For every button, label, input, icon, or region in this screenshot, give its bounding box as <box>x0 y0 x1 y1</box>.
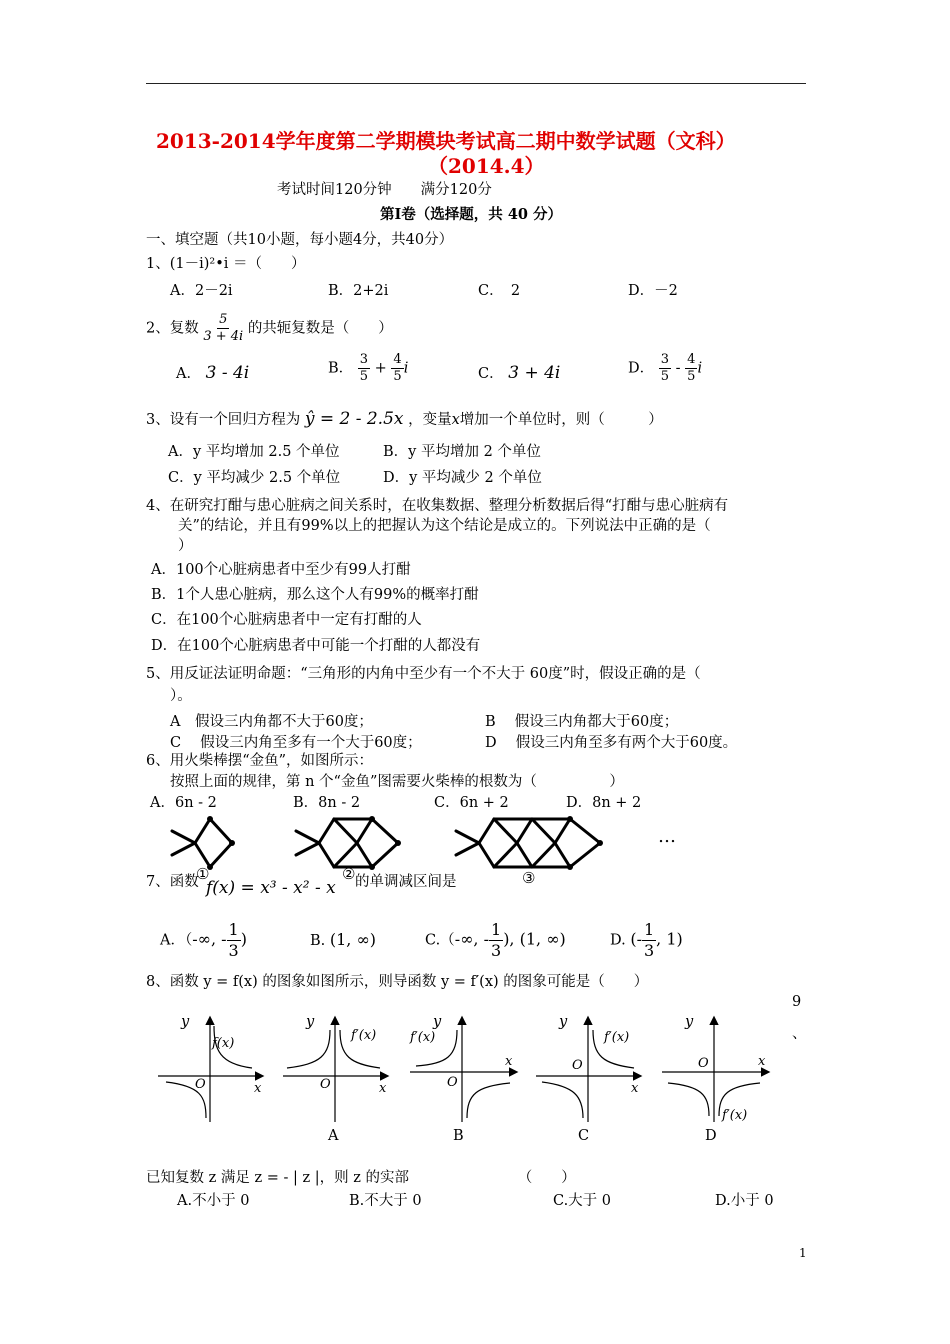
graph-a-fplabel: f′(x) <box>351 1028 377 1043</box>
q2-d-den2: 5 <box>687 369 696 384</box>
exam-title: 2013-2014学年度第二学期模块考试高二期中数学试题（文科） <box>156 129 736 153</box>
graph-a-x: x <box>379 1081 387 1096</box>
q1-option-c: C． 2 <box>478 283 521 299</box>
q1-option-d: D．－2 <box>628 283 678 299</box>
q3-option-a: A．y 平均增加 2.5 个单位 <box>168 444 340 460</box>
q2-label-c: C． <box>478 366 504 382</box>
q8-stem: 8、函数 y = f(x) 的图象如图所示，则导函数 y = f′(x) 的图象可能是（ ） <box>146 974 649 990</box>
q3-equation: ŷ = 2 - 2.5x <box>304 409 404 429</box>
q9-stem: 已知复数 z 满足 z = - | z |，则 z 的实部 （ ） <box>146 1170 576 1186</box>
q6-option-b: B．8n - 2 <box>293 795 361 811</box>
q2-b-den2: 5 <box>393 369 402 384</box>
q7-b-expr: (1, ∞) <box>329 930 377 949</box>
graph-a-label: A <box>328 1128 339 1144</box>
exam-info: 考试时间120分钟 满分120分 <box>277 182 492 198</box>
q4-line1: 4、在研究打酣与患心脏病之间关系时，在收集数据、整理分析数据后得“打酣与患心脏病有 <box>146 498 729 514</box>
q2-b-mid: + <box>370 360 392 377</box>
q6-option-d: D．8n + 2 <box>566 795 642 811</box>
q6-line1: 6、用火柴棒摆“金鱼”，如图所示： <box>146 753 374 769</box>
graph-fx <box>158 1018 262 1122</box>
fig-label-3: ③ <box>522 869 536 887</box>
q2-label-d: D． <box>628 360 655 377</box>
q7-stem-prefix: 7、函数 <box>146 874 199 890</box>
q7-d-expr: (- <box>630 929 642 949</box>
q1-option-a: A．2－2i <box>170 283 233 299</box>
q4-line2: 关”的结论，并且有99%以上的把握认为这个结论是成立的。下列说法中正确的是（ <box>178 518 711 534</box>
q7-c-expr: -∞, - <box>454 929 489 949</box>
q7-a-end: ) <box>240 929 247 949</box>
graph-d <box>662 1018 768 1122</box>
q7-a-label: A．（ <box>160 932 193 949</box>
q2-stem-prefix: 2、复数 <box>146 320 199 337</box>
q7-a-expr: -∞, - <box>192 929 227 949</box>
q7-d-label: D. <box>610 932 626 949</box>
q2-d-mid: - <box>671 360 686 377</box>
graph-b-fplabel: f′(x) <box>410 1030 436 1045</box>
graph-d-y: y <box>685 1014 694 1030</box>
q2-frac-num: 5 <box>219 312 228 327</box>
graph-c-x: x <box>631 1081 639 1096</box>
fig-label-1: ① <box>196 865 210 883</box>
graph-a-y: y <box>306 1014 315 1030</box>
q1-stem: 1、(1－i)²•i ＝（ ） <box>146 256 306 272</box>
q1-option-b: B．2+2i <box>328 283 389 299</box>
q9-number: 9 <box>792 994 802 1010</box>
graph-fx-y: y <box>181 1014 190 1030</box>
graph-c-origin: O <box>572 1058 583 1073</box>
q3-var: x <box>451 412 460 428</box>
q3-stem-mid: ，变量 <box>408 412 452 428</box>
graph-b-y: y <box>433 1014 442 1030</box>
fig-label-2: ② <box>342 865 356 883</box>
q2-value-c: 3 + 4i <box>508 363 561 383</box>
graph-b-origin: O <box>447 1075 458 1090</box>
q2-b-num1: 3 <box>359 352 369 367</box>
q5-line2: ）。 <box>170 688 192 704</box>
q9-mark: 、 <box>792 1026 807 1042</box>
q9-option-b: B.不大于 0 <box>349 1193 422 1209</box>
q4-option-c: C．在100个心脏病患者中一定有打酣的人 <box>151 612 422 628</box>
q2-b-end: i <box>403 360 409 377</box>
q7-function: f(x) = x³ - x² - x <box>206 878 336 898</box>
graph-fx-origin: O <box>195 1077 206 1092</box>
q7-c-label: C.（ <box>425 932 455 949</box>
q3-stem-prefix: 3、设有一个回归方程为 <box>146 412 301 428</box>
page-number: 1 <box>799 1246 807 1260</box>
q3-option-b: B．y 平均增加 2 个单位 <box>383 444 541 460</box>
q4-option-a: A．100个心脏病患者中至少有99人打酣 <box>151 562 411 578</box>
q2-d-num2: 4 <box>687 352 696 367</box>
q7-d-end: , 1) <box>656 929 683 949</box>
fig-ellipsis: … <box>658 826 676 847</box>
q7-stem-suffix: 的单调减区间是 <box>355 874 457 890</box>
graph-d-fplabel: f′(x) <box>722 1108 748 1123</box>
graph-c-fplabel: f′(x) <box>604 1030 630 1045</box>
q4-option-b: B．1个人患心脏病，那么这个人有99%的概率打酣 <box>151 587 479 603</box>
q7-a-num: 1 <box>228 920 239 939</box>
q2-label-b: B． <box>328 360 354 377</box>
q7-a-den: 3 <box>228 941 239 960</box>
graph-d-label: D <box>705 1128 717 1144</box>
q5-option-a: A 假设三内角都不大于60度； <box>170 714 373 730</box>
q6-line2: 按照上面的规律，第 n 个“金鱼”图需要火柴棒的根数为（ ） <box>170 774 624 790</box>
q9-option-d: D.小于 0 <box>715 1193 774 1209</box>
q2-frac-den: 3 + 4i <box>203 329 244 344</box>
q2-value-a: 3 - 4i <box>205 363 250 383</box>
q2-label-a: A． <box>176 366 201 382</box>
q4-line3: ） <box>178 538 193 554</box>
q2-b-num2: 4 <box>393 352 402 367</box>
q7-c-end: ), (1, ∞) <box>503 929 566 949</box>
graph-d-x: x <box>758 1054 766 1069</box>
graph-b-x: x <box>505 1054 513 1069</box>
q7-d-den: 3 <box>643 941 655 960</box>
q2-d-end: i <box>697 360 703 377</box>
q7-d-num: 1 <box>643 920 655 939</box>
q2-b-den1: 5 <box>359 369 369 384</box>
q7-b-label: B. <box>310 933 326 949</box>
graph-c-y: y <box>559 1014 568 1030</box>
graph-fx-flabel: f(x) <box>212 1036 235 1051</box>
q2-stem-suffix: 的共轭复数是（ ） <box>247 320 393 337</box>
q3-stem-suffix: 增加一个单位时，则（ ） <box>459 412 663 428</box>
q4-option-d: D．在100个心脏病患者中可能一个打酣的人都没有 <box>151 638 481 654</box>
q6-option-a: A．6n - 2 <box>150 795 217 811</box>
q2-d-num1: 3 <box>660 352 670 367</box>
graph-a-origin: O <box>320 1077 331 1092</box>
exam-date: （2014.4） <box>428 154 545 178</box>
q5-option-d: D 假设三内角至多有两个大于60度。 <box>485 735 738 751</box>
section-heading: 第Ⅰ卷（选择题，共 40 分） <box>380 206 563 223</box>
graph-d-origin: O <box>698 1056 709 1071</box>
q5-line1: 5、用反证法证明命题：“三角形的内角中至少有一个不大于 60度”时，假设正确的是（ <box>146 666 701 682</box>
q3-option-c: C．y 平均减少 2.5 个单位 <box>168 470 341 486</box>
q7-c-num: 1 <box>491 920 502 939</box>
graph-fx-x: x <box>254 1081 262 1096</box>
q5-option-c: C 假设三内角至多有一个大于60度； <box>170 735 422 751</box>
q2-d-den1: 5 <box>660 369 670 384</box>
graph-c-label: C <box>578 1128 590 1144</box>
q9-option-a: A.不小于 0 <box>177 1193 250 1209</box>
q7-c-den: 3 <box>491 941 502 960</box>
q6-option-c: C．6n + 2 <box>434 795 509 811</box>
q9-option-c: C.大于 0 <box>553 1193 612 1209</box>
graph-b-label: B <box>453 1128 464 1144</box>
q5-option-b: B 假设三内角都大于60度； <box>485 714 679 730</box>
part-heading: 一、填空题（共10小题，每小题4分，共40分） <box>146 232 454 248</box>
q3-option-d: D．y 平均减少 2 个单位 <box>383 470 542 486</box>
